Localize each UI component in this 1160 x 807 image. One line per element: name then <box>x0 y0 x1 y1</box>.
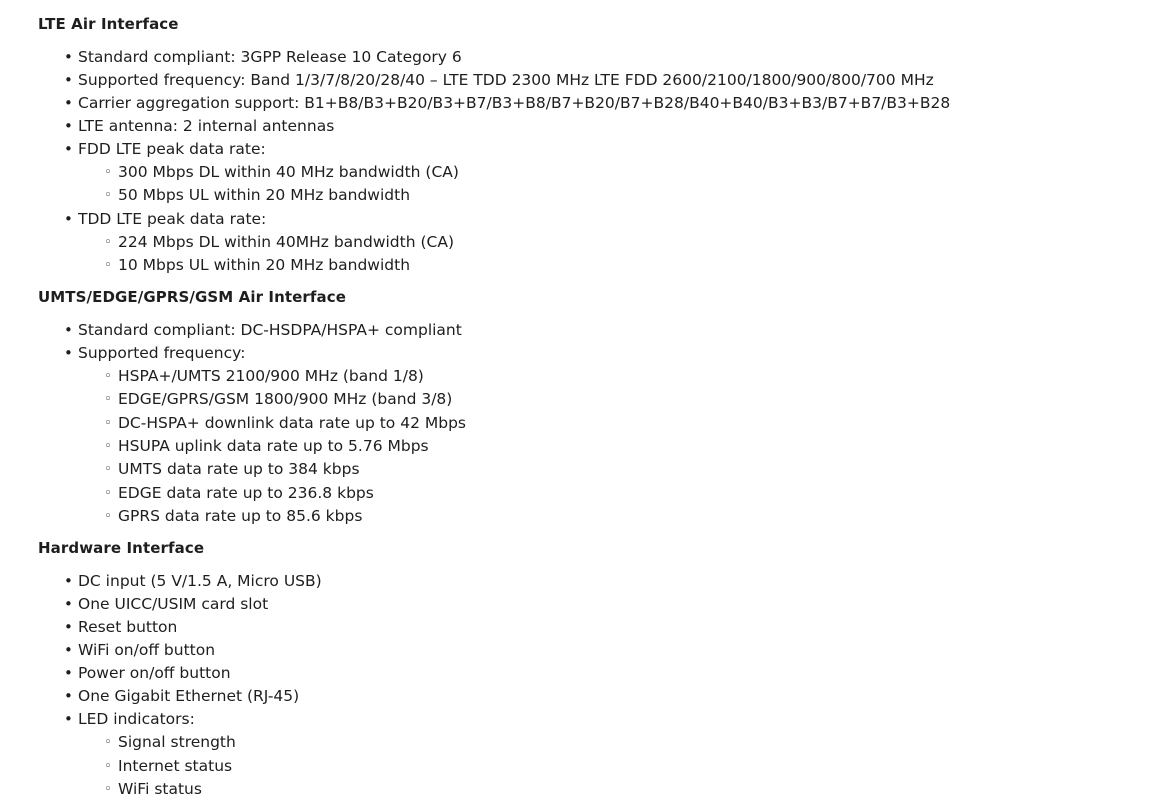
bullet-icon: • <box>64 687 73 706</box>
list-item: • WiFi on/off button <box>78 639 1160 662</box>
list-item: • Power on/off button <box>78 662 1160 685</box>
list-item: • LED indicators: ◦ Signal strength ◦ Internet status ◦ WiFi status <box>78 708 1160 801</box>
bullet-icon: • <box>64 140 73 158</box>
bullet-icon: • <box>64 618 73 637</box>
sub-list-item: ◦ 300 Mbps DL within 40 MHz bandwidth (CA) <box>118 161 1160 184</box>
bullet-icon: • <box>64 117 73 135</box>
bullet-icon: • <box>64 572 73 591</box>
bullet-icon: • <box>64 595 73 614</box>
spec-list <box>38 319 1160 528</box>
spec-list <box>38 46 1160 277</box>
circle-bullet-icon: ◦ <box>104 165 112 180</box>
sub-list <box>78 731 1160 801</box>
circle-bullet-icon: ◦ <box>104 462 112 478</box>
circle-bullet-icon: ◦ <box>104 758 112 774</box>
bullet-icon: • <box>64 344 73 363</box>
circle-bullet-icon: ◦ <box>104 485 112 501</box>
sub-list-item: ◦ UMTS data rate up to 384 kbps <box>118 458 1160 481</box>
bullet-icon: • <box>64 664 73 683</box>
sub-list-item: ◦ HSUPA uplink data rate up to 5.76 Mbps <box>118 435 1160 458</box>
list-item: • Standard compliant: DC-HSDPA/HSPA+ compliant <box>78 319 1160 342</box>
list-item: • Carrier aggregation support: B1+B8/B3+B20/B3+B7/B3+B8/B7+B20/B7+B28/B40+B40/B3+B3/B7+B7/B3+B28 <box>78 92 1160 115</box>
circle-bullet-icon: ◦ <box>104 188 112 204</box>
section-heading: LTE Air Interface <box>38 15 179 33</box>
circle-bullet-icon: ◦ <box>104 508 112 524</box>
list-item: • Reset button <box>78 616 1160 639</box>
sub-list-item: ◦ DC-HSPA+ downlink data rate up to 42 Mbps <box>118 412 1160 435</box>
bullet-icon: • <box>64 710 73 729</box>
list-item: • TDD LTE peak data rate: ◦ 224 Mbps DL within 40MHz bandwidth (CA) ◦ 10 Mbps UL within 20 MHz bandwidth <box>78 208 1160 278</box>
sub-list-item: ◦ EDGE data rate up to 236.8 kbps <box>118 482 1160 505</box>
sub-list-item: ◦ EDGE/GPRS/GSM 1800/900 MHz (band 3/8) <box>118 388 1160 411</box>
sub-list-item: ◦ GPRS data rate up to 85.6 kbps <box>118 505 1160 528</box>
list-item: • One UICC/USIM card slot <box>78 593 1160 616</box>
bullet-icon: • <box>64 641 73 660</box>
list-item: • Standard compliant: 3GPP Release 10 Category 6 <box>78 46 1160 69</box>
circle-bullet-icon: ◦ <box>104 392 112 408</box>
list-item: • DC input (5 V/1.5 A, Micro USB) <box>78 570 1160 593</box>
sub-list <box>78 161 1160 208</box>
circle-bullet-icon: ◦ <box>104 781 112 797</box>
circle-bullet-icon: ◦ <box>104 415 112 431</box>
list-item: • LTE antenna: 2 internal antennas <box>78 115 1160 138</box>
bullet-icon: • <box>64 48 73 66</box>
section-heading: Hardware Interface <box>38 539 205 558</box>
bullet-icon: • <box>64 209 73 228</box>
section-umts <box>38 287 1160 528</box>
circle-bullet-icon: ◦ <box>104 257 112 273</box>
sub-list-item: ◦ 50 Mbps UL within 20 MHz bandwidth <box>118 184 1160 207</box>
bullet-icon: • <box>64 71 73 89</box>
list-item: • Supported frequency: Band 1/3/7/8/20/28/40 – LTE TDD 2300 MHz LTE FDD 2600/2100/1800/900/800/700 MHz <box>78 69 1160 92</box>
list-item: • FDD LTE peak data rate: ◦ 300 Mbps DL within 40 MHz bandwidth (CA) ◦ 50 Mbps UL within 20 MHz bandwidth <box>78 138 1160 208</box>
section-heading: UMTS/EDGE/GPRS/GSM Air Interface <box>38 288 347 307</box>
circle-bullet-icon: ◦ <box>104 439 112 455</box>
sub-list <box>78 231 1160 278</box>
sub-list-item: ◦ 224 Mbps DL within 40MHz bandwidth (CA) <box>118 231 1160 254</box>
circle-bullet-icon: ◦ <box>104 735 112 751</box>
circle-bullet-icon: ◦ <box>104 369 112 385</box>
sub-list-item: ◦ Internet status <box>118 755 1160 778</box>
sub-list-item: ◦ Signal strength <box>118 731 1160 754</box>
circle-bullet-icon: ◦ <box>104 234 112 250</box>
bullet-icon: • <box>64 94 73 112</box>
spec-list <box>38 570 1160 801</box>
list-item: • One Gigabit Ethernet (RJ-45) <box>78 685 1160 708</box>
section-lte <box>38 14 1160 277</box>
section-hardware <box>38 538 1160 801</box>
sub-list-item: ◦ WiFi status <box>118 778 1160 801</box>
list-item: • Supported frequency: ◦ HSPA+/UMTS 2100/900 MHz (band 1/8) ◦ EDGE/GPRS/GSM 1800/900 MHz (band 3/8) ◦ DC-HSPA+ downlink data rate up to 42 Mbps ◦ HSUPA uplink data rate up to 5.76 Mbps ◦ UMTS data rate up to 384 kbps ◦ EDGE data rate up to 236.8 kbps ◦ GPRS data rate up to 85.6 kbps <box>78 342 1160 528</box>
sub-list-item: ◦ HSPA+/UMTS 2100/900 MHz (band 1/8) <box>118 365 1160 388</box>
sub-list <box>78 365 1160 528</box>
sub-list-item: ◦ 10 Mbps UL within 20 MHz bandwidth <box>118 254 1160 277</box>
bullet-icon: • <box>64 321 73 340</box>
